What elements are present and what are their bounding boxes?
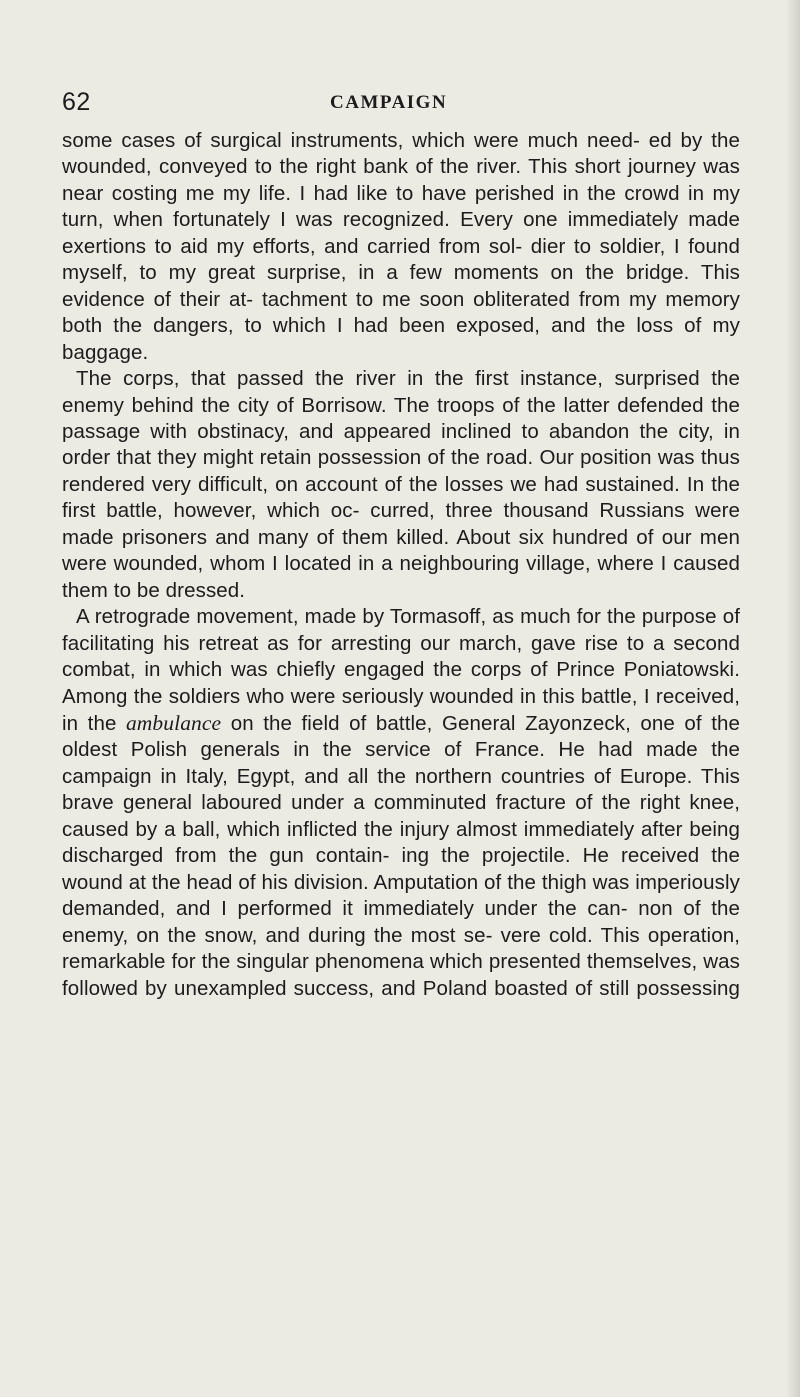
paragraph-3-text-after: on the field of battle, General Zayonzeck, one of the oldest Polish generals in the service of France. He had made the campaign in Italy, Egypt, and all the northern countries of Europe. This brave general laboured under a comminuted fracture of the right knee, caused by a ball, which inflicted the injury almost immediately after being discharged from the gun contain- ing the projectile. He received the wound at the head of his division. Amputation of the thigh was imperiously demanded, and I performed it immediately under the can- non of the enemy, on the snow, and during the most se- vere cold. This operation, remarkable for the singular phenomena which presented themselves, was followed by unexampled success, and Poland boasted of still possessing xyxy=(62,711,740,1000)
paragraph-1: some cases of surgical instruments, which were much need- ed by the wounded, conveyed to the right bank of the river. This short journey was near costing me my life. I had like to have perished in the crowd in my turn, when fortunately I was recognized. Every one immediately made exertions to aid my efforts, and carried from sol- dier to soldier, I found myself, to my great surprise, in a few moments on the bridge. This evidence of their at- tachment to me soon obliterated from my memory both the dangers, to which I had been exposed, and the loss of my baggage. xyxy=(62,129,740,364)
paragraph-3 xyxy=(62,604,740,1002)
running-head xyxy=(62,88,742,124)
running-title: CAMPAIGN xyxy=(330,92,448,113)
page-number: 62 xyxy=(62,88,91,116)
paragraph-2: The corps, that passed the river in the first instance, surprised the enemy behind the city of Borrisow. The troops of the latter defended the passage with obstinacy, and appeared inclined to abandon the city, in order that they might retain possession of the road. Our position was thus rendered very difficult, on account of the losses we had sustained. In the first battle, however, which oc- curred, three thousand Russians were made prisoners and many of them killed. About six hundred of our men were wounded, whom I located in a neighbouring village, where I caused them to be dressed. xyxy=(62,367,740,602)
body-text xyxy=(62,128,740,1002)
paragraph-3-text-before: A retrograde movement, made by Tormasoff, as much for the purpose of facilitating his retreat as for arresting our march, gave rise to a second combat, in which was chiefly engaged the corps of Prince Poniatowski. Among the soldiers who were seriously wounded in this battle, I received, in the xyxy=(62,605,740,735)
page-edge-shadow xyxy=(786,0,800,1397)
italic-term-ambulance: ambulance xyxy=(125,710,222,735)
